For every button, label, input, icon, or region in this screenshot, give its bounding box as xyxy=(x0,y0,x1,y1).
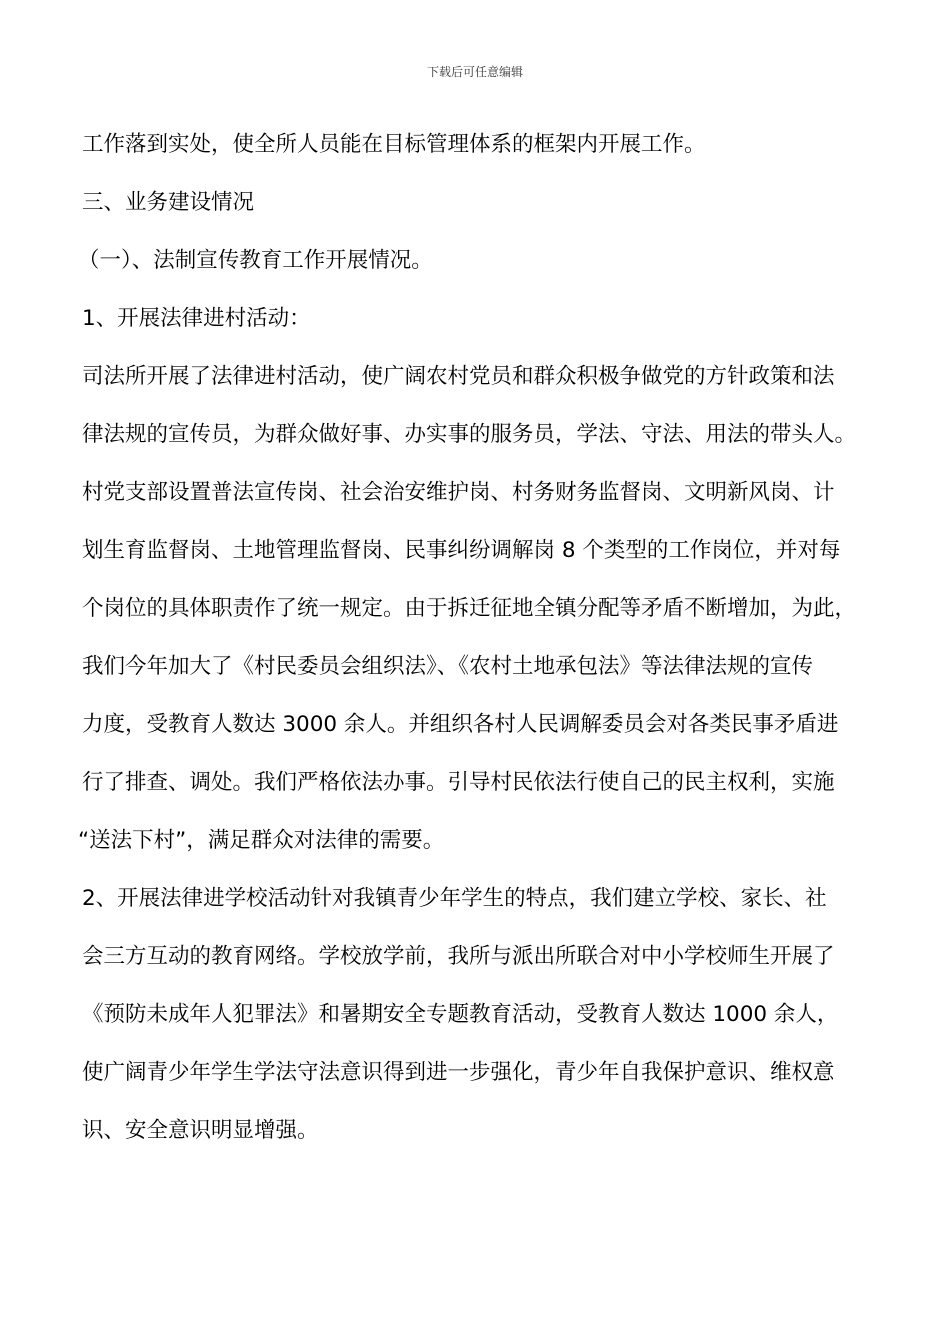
subsection-heading: （一）、法制宣传教育工作开展情况。 xyxy=(78,248,433,273)
section-heading: 三、业务建设情况 xyxy=(82,190,255,215)
paragraph-line: 律法规的宣传员，为群众做好事、办实事的服务员，学法、守法、用法的带头人。 xyxy=(82,422,857,447)
paragraph-line: 力度，受教育人数达 3000 余人。并组织各村人民调解委员会对各类民事矛盾进 xyxy=(82,712,839,737)
paragraph-line: 工作落到实处，使全所人员能在目标管理体系的框架内开展工作。 xyxy=(82,132,706,157)
paragraph-line: 司法所开展了法律进村活动，使广阔农村党员和群众积极争做党的方针政策和法 xyxy=(82,364,835,389)
paragraph-line: 会三方互动的教育网络。学校放学前，我所与派出所联合对中小学校师生开展了 xyxy=(82,944,835,969)
paragraph-line: 我们今年加大了《村民委员会组织法》、《农村土地承包法》等法律法规的宣传 xyxy=(82,654,814,679)
paragraph-line: 个岗位的具体职责作了统一规定。由于拆迁征地全镇分配等矛盾不断增加，为此， xyxy=(82,596,857,621)
paragraph-line: 行了排查、调处。我们严格依法办事。引导村民依法行使自己的民主权利，实施 xyxy=(82,770,835,795)
document-body xyxy=(78,116,882,1160)
paragraph-line: 《预防未成年人犯罪法》和暑期安全专题教育活动，受教育人数达 1000 余人， xyxy=(82,1002,839,1027)
paragraph-line: 使广阔青少年学生学法守法意识得到进一步强化，青少年自我保护意识、维权意 xyxy=(82,1060,835,1085)
item-heading: 1、开展法律进村活动： xyxy=(82,306,311,331)
page-header: 下载后可任意编辑 xyxy=(426,65,523,79)
paragraph-line: 2、开展法律进学校活动针对我镇青少年学生的特点，我们建立学校、家长、社 xyxy=(82,886,827,911)
paragraph-line: 识、安全意识明显增强。 xyxy=(82,1118,319,1143)
paragraph-line: 划生育监督岗、土地管理监督岗、民事纠纷调解岗 8 个类型的工作岗位，并对每 xyxy=(82,538,841,563)
paragraph-line: 村党支部设置普法宣传岗、社会治安维护岗、村务财务监督岗、文明新风岗、计 xyxy=(82,480,835,505)
paragraph-line: “送法下村”，满足群众对法律的需要。 xyxy=(78,828,445,853)
